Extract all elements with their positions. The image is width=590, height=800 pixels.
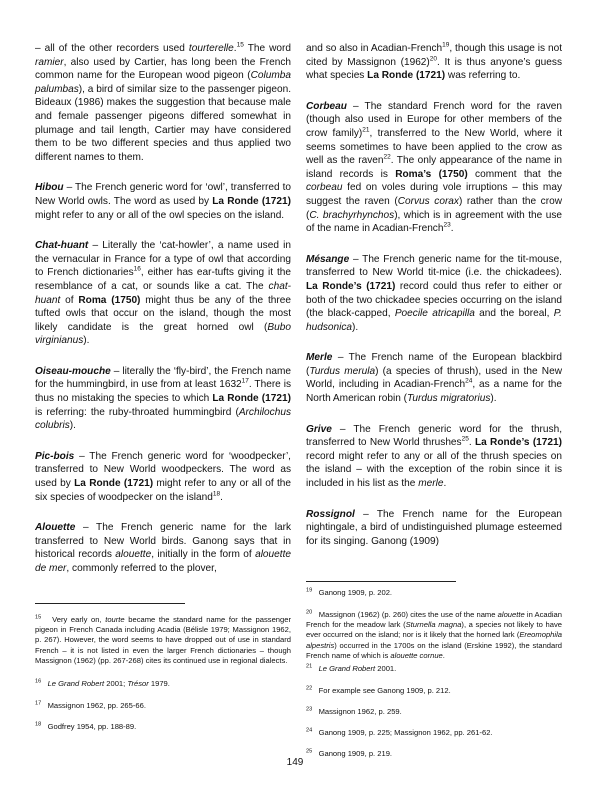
footnote-24: $^{24}$ Ganong 1909, p. 225; Massignon 1962, pp. 261-62. — [306, 727, 493, 737]
entry-term: Oiseau-mouche — [35, 365, 111, 377]
footnote-20: $^{20}$ Massignon (1962) (p. 260) cites the use of the name alouette in Acadian French for the meadow lark (Sturnella magna), a species not likely to have ever occurred on the island; nor is it likely that the horned lark (Ereomophila alpestris) occurred in the 1700s on the island (Erskine 1992), the standard French name of which is alouette cornue. — [306, 609, 563, 660]
footnote-16: $^{16}$ Le Grand Robert 2001; Trésor 1979. — [35, 678, 170, 688]
entry-term: Corbeau — [306, 100, 347, 112]
footnote-19: $^{19}$ Ganong 1909, p. 202. — [306, 587, 393, 597]
footnote-ref-16: 16 — [133, 265, 141, 273]
footnote-22: $^{22}$ For example see Ganong 1909, p. 212. — [306, 685, 451, 695]
entry-term: Alouette — [35, 522, 76, 534]
footnote-15: $^{15}$ Very early on, tourte became the standard name for the passenger pigeon in French Canada including Acadia (Bélisle 1979; Massignon 1962, p. 267). However, the word seems to have dropped out of use in standard French – it is not listed in even the larger French dictionaries – though Massignon (1962) (pp. 267-268) cites its continued use in regional dialects. — [35, 614, 291, 665]
footnote-ref-18: 18 — [212, 490, 221, 498]
footnote-ref-22: 22 — [383, 153, 391, 161]
entry-pic-bois: Pic-bois – The French generic word for ‘woodpecker’, transferred to New World woodpeckers. The word as used by La Ronde (1721) might refer to any or all of the six species of woodpecker on the island$^{18}$. — [35, 450, 291, 503]
footnote-ref-20: 20 — [429, 55, 438, 63]
footnote-21: $^{21}$ Le Grand Robert 2001. — [306, 663, 397, 673]
footnote-25: $^{25}$ Ganong 1909, p. 219. — [306, 748, 393, 758]
entry-alouette: Alouette – The French generic name for the lark transferred to New World birds. Ganong says that in historical records alouette, initially in the form of alouette de mer, commonly referred to the plover, — [35, 522, 291, 574]
left-column — [35, 42, 291, 593]
entry-corbeau: Corbeau – The standard French word for the raven (though also used in Europe for other members of the crow family)$^{21}$, transferred to the New World, where it seems sometimes to have been applied to the crow as well as the raven$^{22}$. The only appearance of the name in island records is Roma’s (1750) comment that the corbeau fed on voles during vole irruptions – this may suggest the raven (Corvus corax) rather than the crow (C. brachyrhynchos), which is in agreement with the use of the name in Acadian-French$^{23}$. — [306, 100, 562, 235]
paragraph-continued: and so also in Acadian-French$^{19}$, though this usage is not cited by Massignon $(1962)^{20}$. It is thus anyone’s guess what species La Ronde (1721) was referring to. — [306, 41, 562, 82]
entry-grive: Grive – The French generic word for the thrush, transferred to New World thrushes$^{25}$. La Ronde’s (1721) record might refer to any or all of the thrush species on the island – with the exception of the robin since it is included in his list as the merle. — [306, 423, 562, 490]
entry-term: Rossignol — [306, 508, 355, 520]
entry-merle: Merle – The French name of the European blackbird (Turdus merula) (a species of thrush), used in the New World, including in Acadian-French$^{24}$, as a name for the North American robin (Turdus migratorius). — [306, 352, 562, 405]
footnote-17: $^{17}$ Massignon 1962, pp. 265-66. — [35, 700, 146, 710]
entry-term: Grive — [306, 423, 332, 435]
entry-mesange: Mésange – The French generic name for the tit-mouse, transferred to New World tit-mice (i.e. the chickadees). La Ronde’s (1721) record could thus refer to either or both of the two chickadee species occurring on the island (the black-capped, Poecile atricapilla and the boreal, P. hudsonica). — [306, 253, 562, 333]
entry-term: Pic-bois — [35, 450, 75, 462]
footnote-ref-15: 15 — [236, 41, 244, 49]
right-column — [306, 42, 562, 565]
page-number: 149 — [286, 757, 304, 768]
footnote-divider-right — [306, 581, 456, 582]
paragraph-tourterelle: – all of the other recorders used tourterelle.$^{15}$ The word ramier, also used by Cartier, has long been the French common name for the European wood pigeon (Columba palumbas), a bird of similar size to the passenger pigeon. Bideaux (1986) makes the suggestion that because male and female passenger pigeons differed somewhat in plumage and tail length, Cartier may have considered them to be two different species and thus applied two different names to them. — [35, 41, 291, 163]
entry-term: Merle — [306, 352, 333, 364]
entry-term: Chat-huant — [35, 240, 89, 252]
entry-term: Mésange — [306, 253, 350, 265]
footnote-divider-left — [35, 603, 185, 604]
entry-rossignol: Rossignol – The French name for the European nightingale, a bird of undistinguished plumage esteemed for its singing. Ganong (1909) — [306, 508, 562, 547]
footnote-ref-25: 25 — [461, 435, 469, 443]
entry-term: Hibou — [35, 182, 64, 194]
footnote-ref-23: 23 — [443, 221, 451, 229]
footnote-ref-17: 17 — [241, 378, 249, 386]
footnote-ref-21: 21 — [362, 126, 370, 134]
entry-chat-huant: Chat-huant – Literally the ‘cat-howler’, a name used in the vernacular in France for a type of owl that according to French dictionaries$^{16}$, either has ear-tufts giving it the resemblance of a cat, or sounds like a cat. The chat-huant of Roma (1750) might thus be any of the three tufted owls that occur on the island, though the most likely candidate is the great horned owl (Bubo virginianus). — [35, 240, 291, 347]
entry-oiseau-mouche: Oiseau-mouche – literally the ‘fly-bird’, the French name for the hummingbird, in use from at least 1632$^{17}$. There is thus no mistaking the species to which La Ronde (1721) is referring: the ruby-throated hummingbird (Archilochus colubris). — [35, 365, 291, 432]
entry-hibou: Hibou – The French generic word for ‘owl’, transferred to New World owls. The word as used by La Ronde (1721) might refer to any or all of the owl species on the island. — [35, 182, 291, 221]
footnote-23: $^{23}$ Massignon 1962, p. 259. — [306, 706, 402, 716]
footnote-ref-19: 19 — [442, 41, 450, 49]
footnote-ref-24: 24 — [465, 378, 473, 386]
footnote-18: $^{18}$ Godfrey 1954, pp. 188-89. — [35, 721, 137, 731]
